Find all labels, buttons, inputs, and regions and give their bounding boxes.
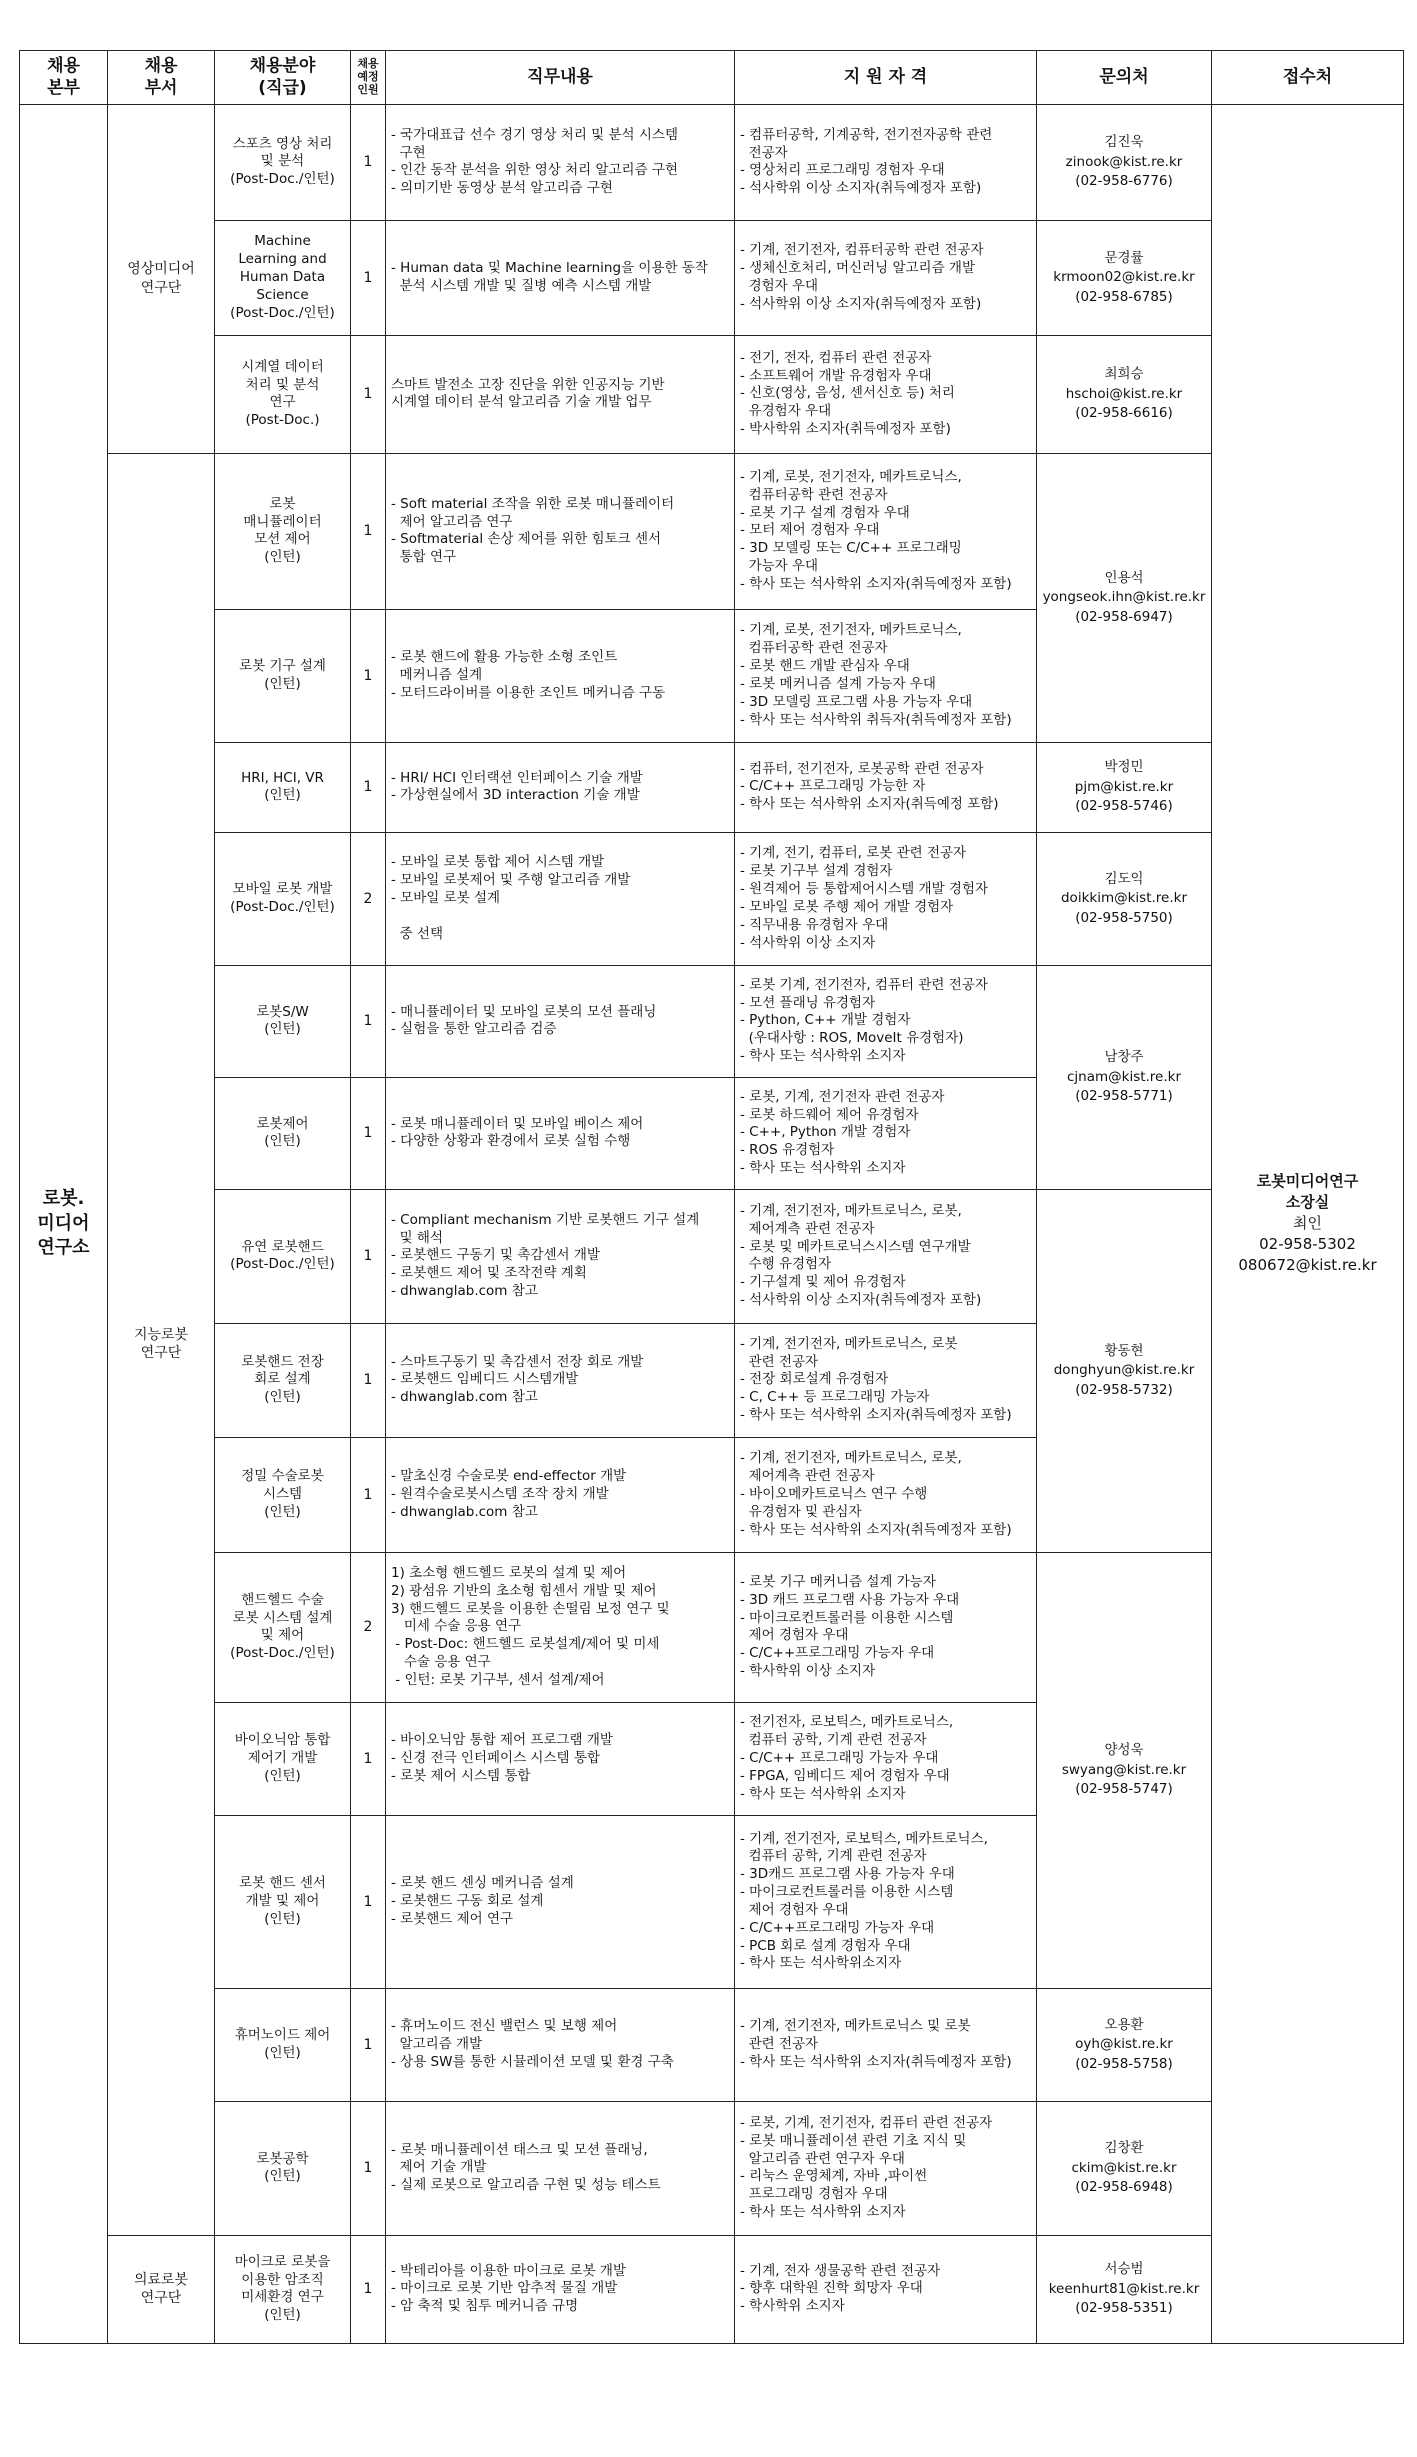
table-row [20, 832, 1404, 965]
duty-cell: - HRI/ HCI 인터랙션 인터페이스 기술 개발 - 가상현실에서 3D interaction 기술 개발 [386, 742, 735, 832]
duty-cell: - 로봇 매니퓰레이션 태스크 및 모션 플래닝, 제어 기술 개발 - 실제 로봇으로 알고리즘 구현 및 성능 테스트 [386, 2101, 735, 2235]
duty-cell: 스마트 발전소 고장 진단을 위한 인공지능 기반 시계열 데이터 분석 알고리즘 기술 개발 업무 [386, 335, 735, 453]
count-cell: 1 [351, 1702, 386, 1815]
duty-cell: - 스마트구동기 및 촉감센서 전장 회로 개발 - 로봇핸드 임베디드 시스템개발 - dhwanglab.com 참고 [386, 1323, 735, 1437]
field-cell: 로봇 기구 설계 (인턴) [215, 609, 351, 742]
qualification-cell: - 로봇 기계, 전기전자, 컴퓨터 관련 전공자 - 모션 플래닝 유경험자 - Python, C++ 개발 경험자 (우대사항 : ROS, MoveIt 유경험자) - 학사 또는 석사학위 소지자 [735, 965, 1037, 1077]
contact-name: 오용환 [1104, 2016, 1144, 2033]
table-row [20, 2235, 1404, 2343]
field-cell: HRI, HCI, VR (인턴) [215, 742, 351, 832]
duty-cell: - Human data 및 Machine learning을 이용한 동작 분석 시스템 개발 및 질병 예측 시스템 개발 [386, 220, 735, 335]
header-qualification: 지 원 자 격 [735, 51, 1037, 105]
contact-cell [1037, 1189, 1212, 1552]
table-row [20, 1988, 1404, 2101]
header-duty: 직무내용 [386, 51, 735, 105]
field-cell: 로봇 매니퓰레이터 모션 제어 (인턴) [215, 453, 351, 609]
reception-email[interactable]: 080672@kist.re.kr [1238, 1256, 1377, 1275]
recruitment-table [19, 50, 1404, 2344]
qualification-cell: - 로봇, 기계, 전기전자, 컴퓨터 관련 전공자 - 로봇 매니퓰레이션 관련 기초 지식 및 알고리즘 관련 연구자 우대 - 리눅스 운영체계, 자바 ,파이썬 프로그래밍 경험자 우대 - 학사 또는 석사학위 소지자 [735, 2101, 1037, 2235]
table-row [20, 335, 1404, 453]
count-cell: 1 [351, 104, 386, 220]
count-cell: 1 [351, 609, 386, 742]
field-cell: 스포츠 영상 처리 및 분석 (Post-Doc./인턴) [215, 104, 351, 220]
qualification-cell: - 기계, 전자 생물공학 관련 전공자 - 향후 대학원 진학 희망자 우대 - 학사학위 소지자 [735, 2235, 1037, 2343]
qualification-cell: - 기계, 전기전자, 메카트로닉스, 로봇, 제어계측 관련 전공자 - 로봇 및 메카트로닉스시스템 연구개발 수행 유경험자 - 기구설계 및 제어 유경험자 - 석사학위 이상 소지자(취득예정자 포함) [735, 1189, 1037, 1323]
count-cell: 1 [351, 220, 386, 335]
qualification-cell: - 기계, 전기전자, 로보틱스, 메카트로닉스, 컴퓨터 공학, 기계 관련 전공자 - 3D캐드 프로그램 사용 가능자 우대 - 마이크로컨트롤러를 이용한 시스템 제어 경험자 우대 - C/C++프로그래밍 가능자 우대 - PCB 회로 설계 경험자 우대 - 학사 또는 석사학위소지자 [735, 1815, 1037, 1988]
duty-cell: - 매니퓰레이터 및 모바일 로봇의 모션 플래닝 - 실험을 통한 알고리즘 검증 [386, 965, 735, 1077]
qualification-cell: - 기계, 전기전자, 메카트로닉스 및 로봇 관련 전공자 - 학사 또는 석사학위 소지자(취득예정자 포함) [735, 1988, 1037, 2101]
table-row [20, 2101, 1404, 2235]
qualification-cell: - 기계, 전기, 컴퓨터, 로봇 관련 전공자 - 로봇 기구부 설계 경험자 - 원격제어 등 통합제어시스템 개발 경험자 - 모바일 로봇 주행 제어 개발 경험자 - 직무내용 유경험자 우대 - 석사학위 이상 소지자 [735, 832, 1037, 965]
contact-email[interactable]: ckim@kist.re.kr [1071, 2159, 1177, 2176]
duty-cell: 1) 초소형 핸드헬드 로봇의 설계 및 제어 2) 광섬유 기반의 초소형 힘센서 개발 및 제어 3) 핸드헬드 로봇을 이용한 손떨림 보정 연구 및 미세 수술 응용 연구 - Post-Doc: 핸드헬드 로봇설계/제어 및 미세 수술 응용 연구 - 인턴: 로봇 기구부, 센서 설계/제어 [386, 1552, 735, 1702]
table-row [20, 104, 1404, 220]
qualification-cell: - 기계, 로봇, 전기전자, 메카트로닉스, 컴퓨터공학 관련 전공자 - 로봇 기구 설계 경험자 우대 - 모터 제어 경험자 우대 - 3D 모델링 또는 C/C++ 프로그래밍 가능자 우대 - 학사 또는 석사학위 소지자(취득예정자 포함) [735, 453, 1037, 609]
contact-name: 최희승 [1104, 366, 1144, 383]
contact-email[interactable]: pjm@kist.re.kr [1074, 778, 1174, 795]
qualification-cell: - 기계, 전기전자, 메카트로닉스, 로봇, 제어계측 관련 전공자 - 바이오메카트로닉스 연구 수행 유경험자 및 관심자 - 학사 또는 석사학위 소지자(취득예정자 포함) [735, 1437, 1037, 1552]
table-row [20, 965, 1404, 1077]
contact-phone: (02-958-5758) [1075, 2055, 1173, 2072]
contact-cell [1037, 832, 1212, 965]
count-cell: 1 [351, 1437, 386, 1552]
duty-cell: - 휴머노이드 전신 밸런스 및 보행 제어 알고리즘 개발 - 상용 SW를 통한 시뮬레이션 모델 및 환경 구축 [386, 1988, 735, 2101]
field-cell: 로봇제어 (인턴) [215, 1077, 351, 1189]
table-row [20, 1189, 1404, 1323]
contact-name: 문경률 [1104, 249, 1144, 266]
header-dept: 채용 부서 [108, 51, 215, 105]
field-cell: 로봇공학 (인턴) [215, 2101, 351, 2235]
count-cell: 1 [351, 965, 386, 1077]
recruitment-table-container [19, 50, 1403, 2344]
count-cell: 1 [351, 453, 386, 609]
reception-cell [1212, 104, 1404, 2343]
field-cell: 로봇핸드 전장 회로 설계 (인턴) [215, 1323, 351, 1437]
table-row [20, 220, 1404, 335]
qualification-cell: - 로봇, 기계, 전기전자 관련 전공자 - 로봇 하드웨어 제어 유경험자 - C++, Python 개발 경험자 - ROS 유경험자 - 학사 또는 석사학위 소지자 [735, 1077, 1037, 1189]
contact-name: 서승범 [1104, 2261, 1144, 2278]
duty-cell: - 로봇 핸드에 활용 가능한 소형 조인트 메커니즘 설계 - 모터드라이버를 이용한 조인트 메커니즘 구동 [386, 609, 735, 742]
contact-phone: (02-958-5747) [1075, 1781, 1173, 1798]
count-cell: 1 [351, 1077, 386, 1189]
field-cell: 시계열 데이터 처리 및 분석 연구 (Post-Doc.) [215, 335, 351, 453]
contact-cell [1037, 335, 1212, 453]
field-cell: 마이크로 로봇을 이용한 암조직 미세환경 연구 (인턴) [215, 2235, 351, 2343]
table-row [20, 453, 1404, 609]
table-row [20, 1552, 1404, 1702]
header-contact: 문의처 [1037, 51, 1212, 105]
field-cell: 핸드헬드 수술 로봇 시스템 설계 및 제어 (Post-Doc./인턴) [215, 1552, 351, 1702]
qualification-cell: - 전기, 전자, 컴퓨터 관련 전공자 - 소프트웨어 개발 유경험자 우대 - 신호(영상, 음성, 센서신호 등) 처리 유경험자 우대 - 박사학위 소지자(취득예정자 포함) [735, 335, 1037, 453]
contact-email[interactable]: krmoon02@kist.re.kr [1053, 269, 1195, 286]
contact-phone: (02-958-6616) [1075, 405, 1173, 422]
contact-email[interactable]: yongseok.ihn@kist.re.kr [1042, 589, 1206, 606]
field-cell: Machine Learning and Human Data Science (Post-Doc./인턴) [215, 220, 351, 335]
count-cell: 1 [351, 742, 386, 832]
count-cell: 1 [351, 2235, 386, 2343]
field-cell: 정밀 수술로봇 시스템 (인턴) [215, 1437, 351, 1552]
count-cell: 1 [351, 335, 386, 453]
field-cell: 휴머노이드 제어 (인턴) [215, 1988, 351, 2101]
contact-name: 김진욱 [1104, 134, 1144, 151]
contact-phone: (02-958-6948) [1075, 2179, 1173, 2196]
contact-name: 김도익 [1104, 870, 1144, 887]
qualification-cell: - 컴퓨터공학, 기계공학, 전기전자공학 관련 전공자 - 영상처리 프로그래밍 경험자 우대 - 석사학위 이상 소지자(취득예정자 포함) [735, 104, 1037, 220]
duty-cell: - 로봇 핸드 센싱 메커니즘 설계 - 로봇핸드 구동 회로 설계 - 로봇핸드 제어 연구 [386, 1815, 735, 1988]
contact-email[interactable]: hschoi@kist.re.kr [1065, 385, 1183, 402]
qualification-cell: - 로봇 기구 메커니즘 설계 가능자 - 3D 캐드 프로그램 사용 가능자 우대 - 마이크로컨트롤러를 이용한 시스템 제어 경험자 우대 - C/C++프로그래밍 가능자 우대 - 학사학위 이상 소지자 [735, 1552, 1037, 1702]
hq-cell: 로봇. 미디어 연구소 [20, 104, 108, 2343]
contact-cell [1037, 742, 1212, 832]
reception-phone: 02-958-5302 [1259, 1235, 1356, 1254]
reception-person: 최인 [1293, 1214, 1322, 1233]
contact-email[interactable]: zinook@kist.re.kr [1065, 153, 1183, 170]
contact-name: 남창주 [1104, 1049, 1144, 1066]
count-cell: 1 [351, 1189, 386, 1323]
contact-name: 박정민 [1104, 759, 1144, 776]
contact-phone: (02-958-6785) [1075, 288, 1173, 305]
qualification-cell: - 전기전자, 로보틱스, 메카트로닉스, 컴퓨터 공학, 기계 관련 전공자 - C/C++ 프로그래밍 가능자 우대 - FPGA, 임베디드 제어 경험자 우대 - 학사 또는 석사학위 소지자 [735, 1702, 1037, 1815]
contact-cell [1037, 2235, 1212, 2343]
contact-email[interactable]: oyh@kist.re.kr [1075, 2036, 1173, 2053]
reception-title: 로봇미디어연구 소장실 [1256, 1172, 1359, 1212]
dept-media: 영상미디어 연구단 [108, 104, 215, 453]
duty-cell: - Soft material 조작을 위한 로봇 매니퓰레이터 제어 알고리즘 연구 - Softmaterial 손상 제어를 위한 힘토크 센서 통합 연구 [386, 453, 735, 609]
dept-intelligent: 지능로봇 연구단 [108, 453, 215, 2235]
field-cell: 모바일 로봇 개발 (Post-Doc./인턴) [215, 832, 351, 965]
contact-name: 인용석 [1104, 569, 1144, 586]
duty-cell: - 로봇 매니퓰레이터 및 모바일 베이스 제어 - 다양한 상황과 환경에서 로봇 실험 수행 [386, 1077, 735, 1189]
field-cell: 로봇 핸드 센서 개발 및 제어 (인턴) [215, 1815, 351, 1988]
contact-cell [1037, 220, 1212, 335]
contact-phone: (02-958-6776) [1075, 173, 1173, 190]
count-cell: 1 [351, 1988, 386, 2101]
qualification-cell: - 기계, 전기전자, 컴퓨터공학 관련 전공자 - 생체신호처리, 머신러닝 알고리즘 개발 경험자 우대 - 석사학위 이상 소지자(취득예정자 포함) [735, 220, 1037, 335]
contact-cell [1037, 965, 1212, 1189]
contact-phone: (02-958-5351) [1075, 2300, 1173, 2317]
count-cell: 2 [351, 832, 386, 965]
contact-phone: (02-958-6947) [1075, 608, 1173, 625]
contact-name: 양성욱 [1104, 1742, 1144, 1759]
contact-phone: (02-958-5750) [1075, 909, 1173, 926]
duty-cell: - 말초신경 수술로봇 end-effector 개발 - 원격수술로봇시스템 조작 장치 개발 - dhwanglab.com 참고 [386, 1437, 735, 1552]
contact-name: 김창환 [1104, 2140, 1144, 2157]
count-cell: 1 [351, 1323, 386, 1437]
field-cell: 유연 로봇핸드 (Post-Doc./인턴) [215, 1189, 351, 1323]
table-row [20, 742, 1404, 832]
contact-email[interactable]: swyang@kist.re.kr [1061, 1761, 1187, 1778]
contact-cell [1037, 104, 1212, 220]
contact-cell [1037, 453, 1212, 742]
duty-cell: - 모바일 로봇 통합 제어 시스템 개발 - 모바일 로봇제어 및 주행 알고리즘 개발 - 모바일 로봇 설계 중 선택 [386, 832, 735, 965]
contact-cell [1037, 1988, 1212, 2101]
contact-phone: (02-958-5732) [1075, 1381, 1173, 1398]
header-field: 채용분야 (직급) [215, 51, 351, 105]
contact-name: 황동현 [1104, 1342, 1144, 1359]
header-reception: 접수처 [1212, 51, 1404, 105]
contact-cell [1037, 1552, 1212, 1988]
qualification-cell: - 컴퓨터, 전기전자, 로봇공학 관련 전공자 - C/C++ 프로그래밍 가능한 자 - 학사 또는 석사학위 소지자(취득예정 포함) [735, 742, 1037, 832]
count-cell: 1 [351, 1815, 386, 1988]
header-count: 채용 예정 인원 [351, 51, 386, 105]
field-cell: 로봇S/W (인턴) [215, 965, 351, 1077]
duty-cell: - 국가대표급 선수 경기 영상 처리 및 분석 시스템 구현 - 인간 동작 분석을 위한 영상 처리 알고리즘 구현 - 의미기반 동영상 분석 알고리즘 구현 [386, 104, 735, 220]
count-cell: 2 [351, 1552, 386, 1702]
dept-medical: 의료로봇 연구단 [108, 2235, 215, 2343]
duty-cell: - Compliant mechanism 기반 로봇핸드 기구 설계 및 해석 - 로봇핸드 구동기 및 촉감센서 개발 - 로봇핸드 제어 및 조작전략 계획 - dhwanglab.com 참고 [386, 1189, 735, 1323]
field-cell: 바이오닉암 통합 제어기 개발 (인턴) [215, 1702, 351, 1815]
contact-phone: (02-958-5746) [1075, 798, 1173, 815]
count-cell: 1 [351, 2101, 386, 2235]
header-row [20, 51, 1404, 105]
qualification-cell: - 기계, 로봇, 전기전자, 메카트로닉스, 컴퓨터공학 관련 전공자 - 로봇 핸드 개발 관심자 우대 - 로봇 메커니즘 설계 가능자 우대 - 3D 모델링 프로그램 사용 가능자 우대 - 학사 또는 석사학위 취득자(취득예정자 포함) [735, 609, 1037, 742]
contact-email[interactable]: cjnam@kist.re.kr [1066, 1068, 1182, 1085]
contact-phone: (02-958-5771) [1075, 1088, 1173, 1105]
contact-cell [1037, 2101, 1212, 2235]
contact-email[interactable]: doikkim@kist.re.kr [1060, 890, 1188, 907]
duty-cell: - 바이오닉암 통합 제어 프로그램 개발 - 신경 전극 인터페이스 시스템 통합 - 로봇 제어 시스템 통합 [386, 1702, 735, 1815]
contact-email[interactable]: donghyun@kist.re.kr [1053, 1362, 1195, 1379]
header-hq: 채용 본부 [20, 51, 108, 105]
qualification-cell: - 기계, 전기전자, 메카트로닉스, 로봇 관련 전공자 - 전장 회로설계 유경험자 - C, C++ 등 프로그래밍 가능자 - 학사 또는 석사학위 소지자(취득예정자 포함) [735, 1323, 1037, 1437]
duty-cell: - 박테리아를 이용한 마이크로 로봇 개발 - 마이크로 로봇 기반 암추적 물질 개발 - 암 축적 및 침투 메커니즘 규명 [386, 2235, 735, 2343]
contact-email[interactable]: keenhurt81@kist.re.kr [1048, 2280, 1200, 2297]
